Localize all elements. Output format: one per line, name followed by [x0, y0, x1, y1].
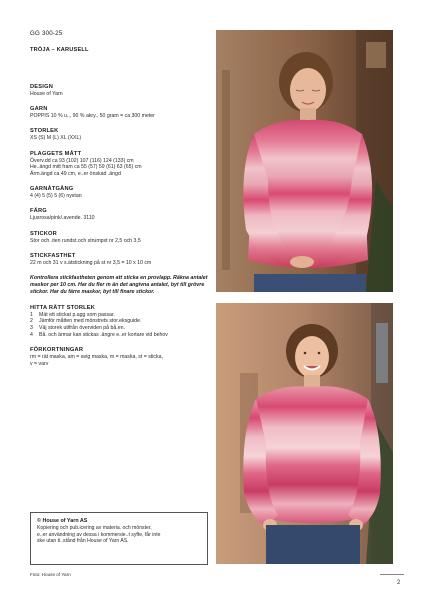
stickfasthet-section	[30, 253, 210, 267]
design-text: House of Yarn	[30, 91, 63, 97]
list-item	[30, 318, 210, 325]
gauge-note: Kontrollera stickfastheten genom att sticka en provlapp. Räkna antalet maskor per 10 cm. Har du fler m än det angivna antalet, byt till grövre stickor. Har du färre maskor, byt till finare stickor.	[30, 275, 208, 296]
matt-line: He..ängd mitt fram ca 55 (57) 59 (61) 63 (65) cm	[30, 164, 142, 171]
storlek-heading: STORLEK	[30, 128, 59, 135]
forkortningar-heading: FÖRKORTNINGAR	[30, 346, 84, 353]
model-photo-top-drawing	[216, 30, 393, 292]
stickor-text: Stor och .iten rundst.och strumpst nr 2,5 och 3,5	[30, 237, 141, 244]
page-number: 2	[397, 580, 401, 586]
list-item	[30, 332, 210, 339]
step-number: 3	[30, 324, 33, 331]
design-section	[30, 84, 210, 98]
stickfasthet-heading: STICKFASTHET	[30, 252, 76, 259]
model-photo-top	[216, 30, 393, 292]
copyright-title: © House of Yarn AS	[37, 518, 88, 524]
size-steps-list	[30, 312, 210, 339]
pattern-details	[30, 84, 210, 376]
garnatgang-section	[30, 186, 210, 200]
page-divider	[380, 574, 404, 575]
matt-line: Ärm.ängd ca 49 cm, e..er önskad .ängd	[30, 171, 121, 178]
stickor-section	[30, 231, 210, 245]
hitta-heading: HITTA RÄTT STORLEK	[30, 304, 96, 311]
garn-text: POPPIS 10 % u.., 90 % akry., 50 gram = ca 300 meter	[30, 113, 155, 120]
hitta-section	[30, 305, 210, 339]
step-number: 2	[30, 318, 33, 325]
stickfasthet-text: 22 m och 31 v s.ätstickning på st nr 3,5 = 10 x 10 cm	[30, 259, 152, 266]
storlek-section	[30, 128, 210, 142]
step-text: Väj storek utifrån överviden på bå.en.	[39, 324, 125, 331]
matt-line: Överv.dd ca 93 (102) 107 (116) 124 (133) cm	[30, 157, 134, 164]
garn-heading: GARN	[30, 106, 48, 113]
pattern-code: GG 300-25	[30, 30, 63, 37]
matt-section	[30, 151, 210, 178]
forkortningar-line: rm = rät maska, am = avig maska, m = maska, st = sticka,	[30, 353, 163, 360]
storlek-text: XS (S) M (L) XL (XXL)	[30, 135, 82, 142]
farg-heading: FÄRG	[30, 208, 47, 215]
forkortningar-section	[30, 347, 210, 367]
step-number: 1	[30, 311, 33, 318]
farg-section	[30, 208, 210, 222]
photo-credit: Foto: House of Yarn	[30, 572, 71, 577]
model-photo-bottom	[216, 303, 393, 564]
step-text: Bå. och ärmar kan stickas .ängre e..er kortare vid behov	[39, 331, 168, 338]
step-text: Mät ett stickat p.agg som passar.	[39, 311, 115, 318]
model-photo-bottom-drawing	[216, 303, 393, 564]
copyright-line: ske utan ti..stånd från House of Yarn AS.	[37, 538, 129, 545]
copyright-line: e..er användning av dessa i kommersie..t syfte, får inte	[37, 531, 161, 538]
pattern-title: TRÖJA – KARUSELL	[30, 47, 89, 53]
forkortningar-line: v = varv	[30, 360, 49, 367]
step-number: 4	[30, 331, 33, 338]
design-heading: DESIGN	[30, 84, 54, 90]
garnatgang-heading: GARNÅTGÅNG	[30, 186, 74, 193]
farg-text: Ljusrosa/pink/.avende. 3110	[30, 215, 95, 222]
list-item	[30, 325, 210, 332]
garnatgang-text: 4 (4) 5 (5) 5 (6) nystan	[30, 193, 82, 200]
matt-heading: PLAGGETS MÅTT	[30, 150, 82, 157]
copyright-box	[30, 512, 208, 565]
stickor-heading: STICKOR	[30, 230, 57, 237]
step-text: Jämför måtten med mönstrets stor.eksguide.	[39, 318, 142, 325]
garn-section	[30, 106, 210, 120]
copyright-line: Kopiering och pub.icering av materia. och mönster,	[37, 525, 152, 531]
